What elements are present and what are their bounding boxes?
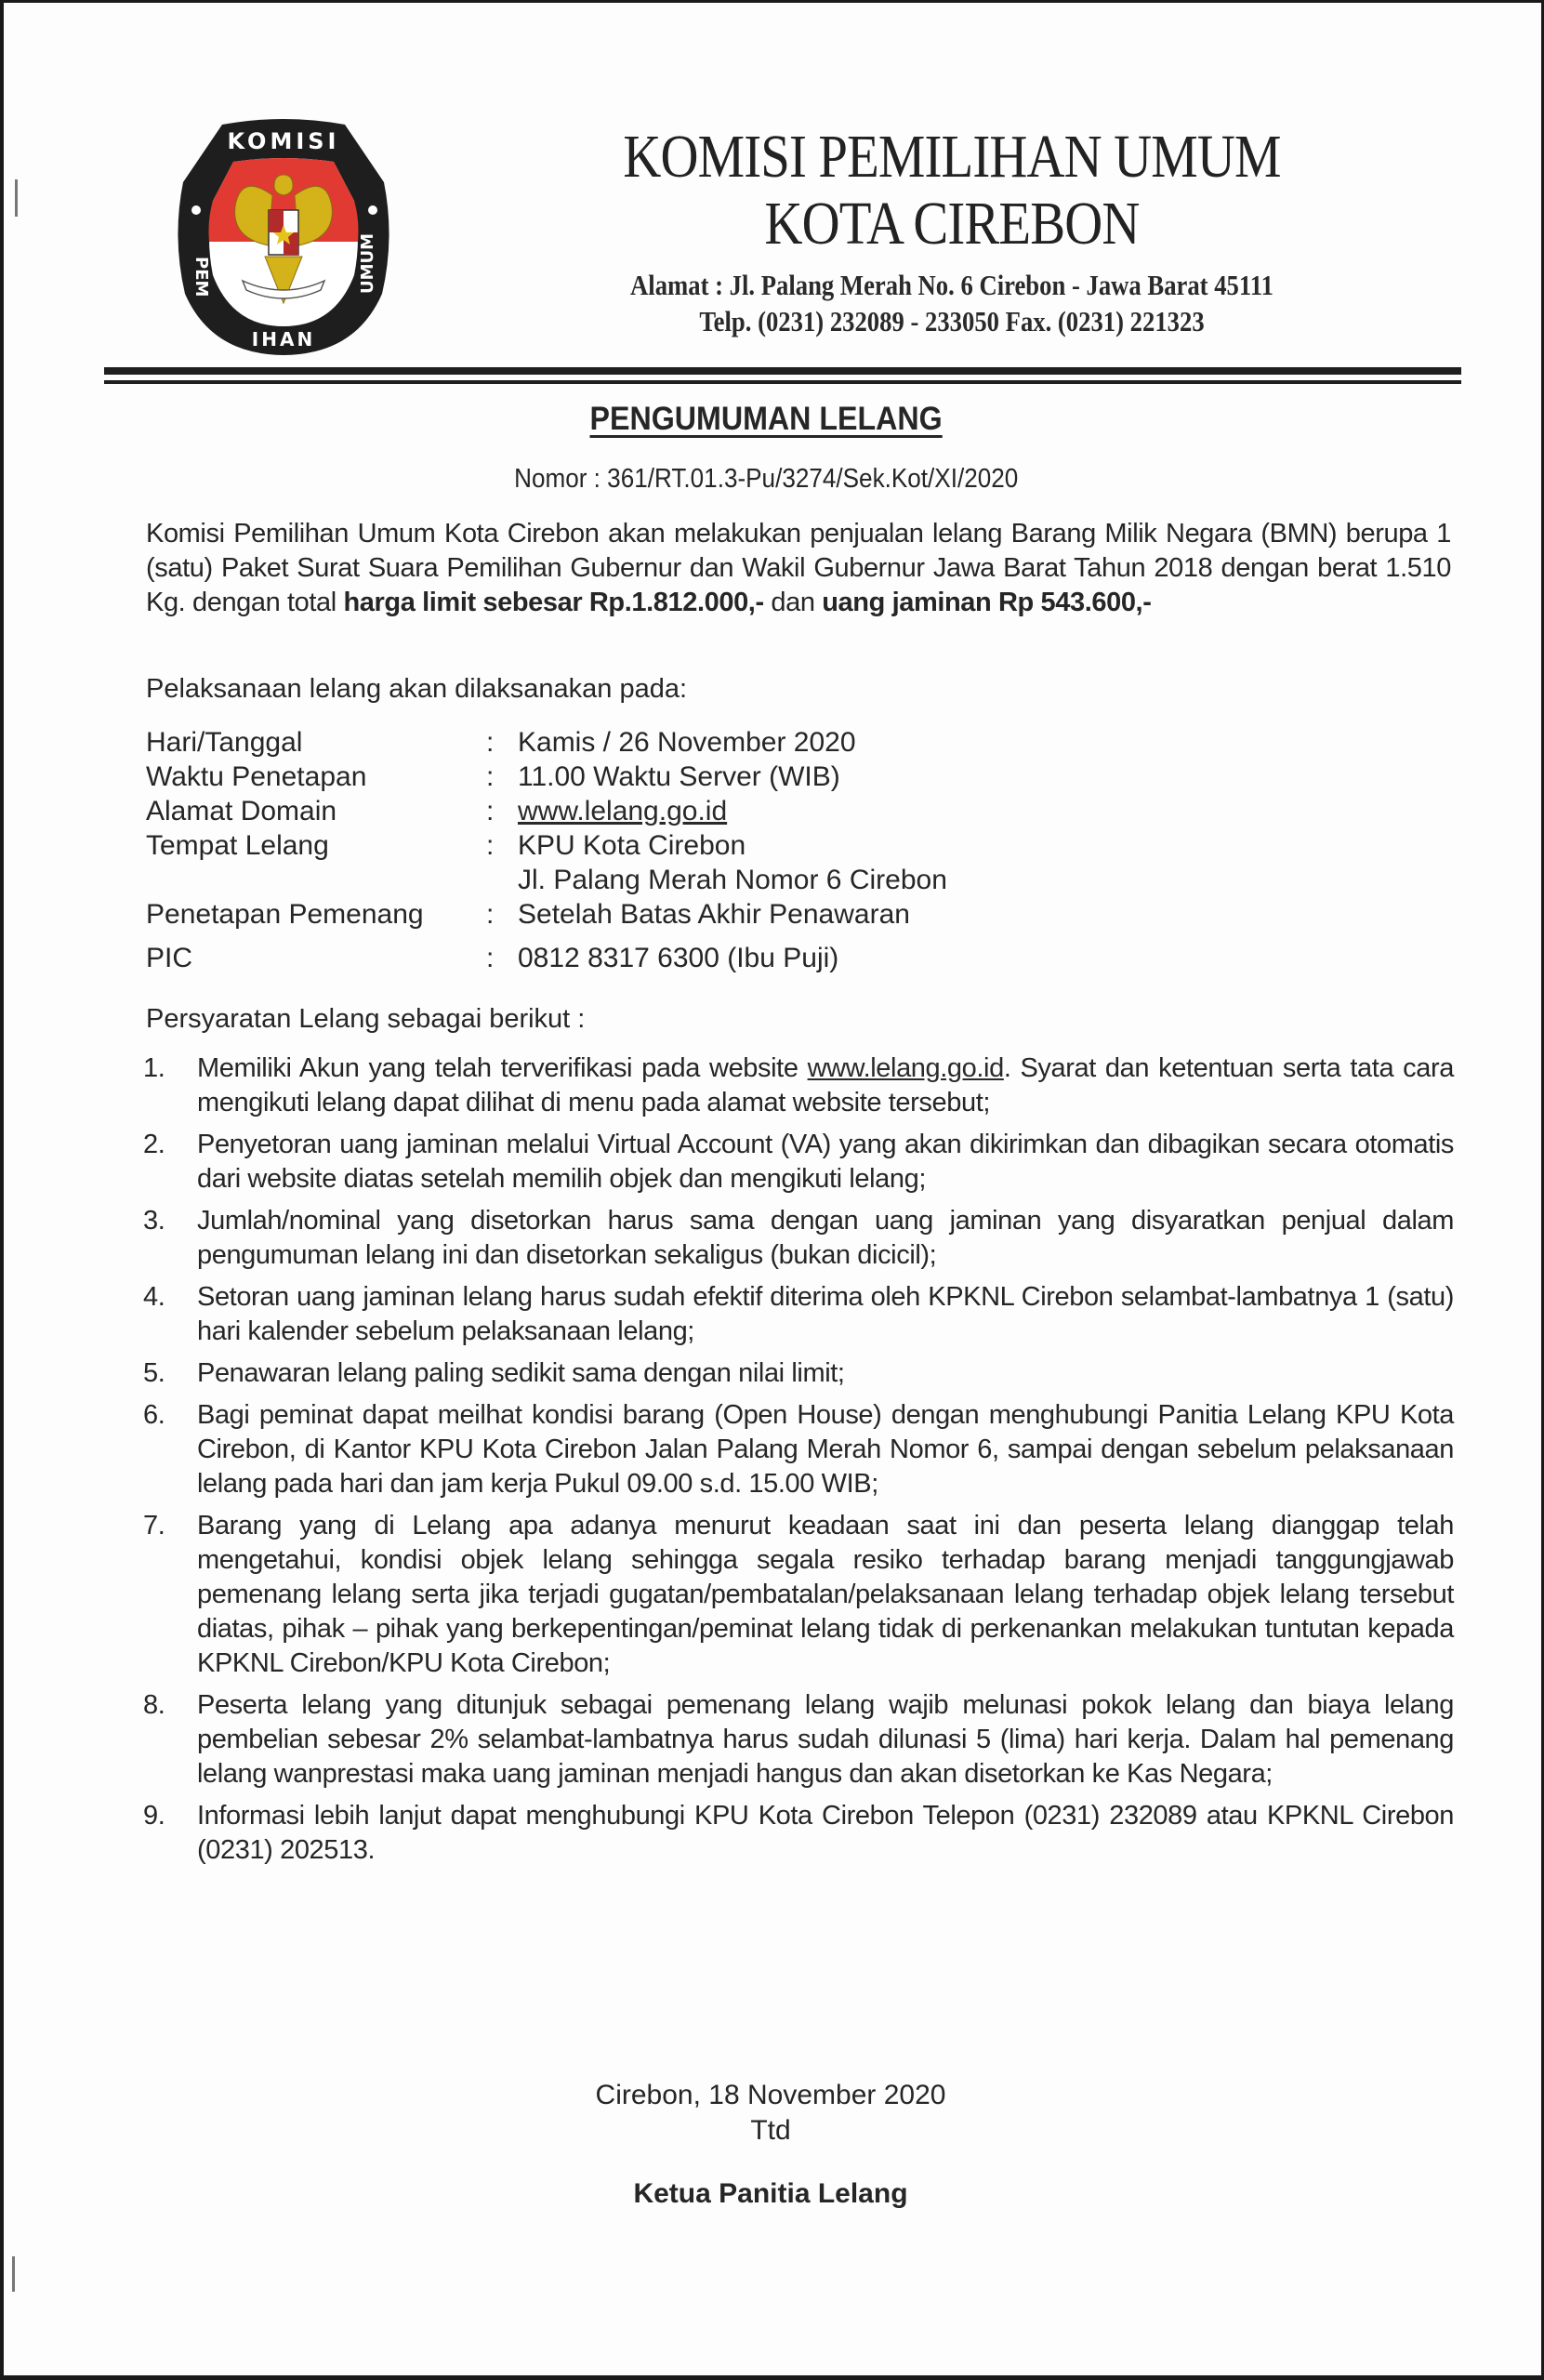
detail-row-domain	[146, 794, 1168, 828]
limit-price: harga limit sebesar Rp.1.812.000,-	[343, 588, 764, 617]
list-number: 8.	[143, 1690, 165, 1720]
detail-value-address: Jl. Palang Merah Nomor 6 Cirebon	[518, 865, 947, 895]
signature-block	[4, 2078, 1537, 2212]
detail-colon: :	[486, 830, 495, 861]
org-name-line1: KOMISI PEMILIHAN UMUM	[623, 123, 1281, 191]
document-number	[4, 464, 1528, 495]
detail-colon: :	[486, 899, 495, 930]
intro-text: Komisi Pemilihan Umum Kota Cirebon akan melakukan penjualan lelang Barang Milik Negara (BMN) berupa 1 (satu) Paket Surat Suara Pemilihan Gubernur dan Wakil Gubernur Jawa Barat Tahun 2018 dengan berat 1.510 Kg. dengan total	[146, 519, 1451, 617]
svg-text:PEM: PEM	[191, 257, 211, 298]
list-text: Bagi peminat dapat meilhat kondisi barang (Open House) dengan menghubungi Panitia Lelang KPU Kota Cirebon, di Kantor KPU Kota Cirebon Jalan Palang Merah Nomor 6, sampai dengan sebelum pelaksanaan lelang pada hari dan jam kerja Pukul 09.00 s.d. 15.00 WIB;	[197, 1400, 1454, 1499]
list-text: Peserta lelang yang ditunjuk sebagai pemenang lelang wajib melunasi pokok lelang dan biaya lelang pembelian sebesar 2% selambat-lambatnya harus sudah dilunasi 5 (lima) hari kerja. Dalam hal pemenang lelang wanprestasi maka uang jaminan menjadi hangus dan akan disetorkan ke Kas Negara;	[197, 1690, 1454, 1789]
org-address: Alamat : Jl. Palang Merah No. 6 Cirebon - Jawa Barat 45111	[630, 269, 1273, 301]
signature-place-date: Cirebon, 18 November 2020	[595, 2080, 946, 2110]
list-item	[143, 1280, 1454, 1349]
list-item	[143, 1051, 1454, 1120]
list-text: Setoran uang jaminan lelang harus sudah efektif diterima oleh KPKNL Cirebon selambat-lambatnya 1 (satu) hari kalender sebelum pelaksanaan lelang;	[197, 1282, 1454, 1346]
detail-value: 0812 8317 6300 (Ibu Puji)	[518, 943, 839, 973]
detail-label: Alamat Domain	[146, 796, 337, 826]
detail-label: Waktu Penetapan	[146, 761, 367, 792]
svg-text:KOMISI: KOMISI	[227, 128, 340, 154]
list-text	[197, 1051, 1454, 1120]
list-number: 2.	[143, 1130, 165, 1159]
scan-artifact-mark	[12, 2256, 15, 2292]
detail-row-time	[146, 760, 1168, 794]
list-number: 6.	[143, 1400, 165, 1430]
scan-artifact-mark	[15, 179, 18, 217]
list-item	[143, 1204, 1454, 1273]
org-name-line2: KOTA CIREBON	[764, 190, 1140, 258]
list-item	[143, 1688, 1454, 1792]
detail-label: Tempat Lelang	[146, 830, 329, 861]
website-link[interactable]: www.lelang.go.id	[807, 1053, 1004, 1083]
detail-row-place	[146, 828, 1168, 897]
document-number-text: Nomor : 361/RT.01.3-Pu/3274/Sek.Kot/XI/2020	[513, 464, 1019, 494]
list-item	[143, 1356, 1454, 1391]
detail-colon: :	[486, 943, 495, 973]
list-text: Barang yang di Lelang apa adanya menurut keadaan saat ini dan peserta lelang dianggap telah mengetahui, kondisi objek lelang sehingga segala resiko terhadap barang menjadi tanggungjawab pemenang lelang serta jika terjadi gugatan/pembatalan/pelaksanaan lelang terhadap objek lelang tersebut diatas, pihak – pihak yang berkepentingan/peminat lelang tidak di perkenankan melakukan tuntutan kepada KPKNL Cirebon/KPU Kota Cirebon;	[197, 1511, 1454, 1678]
requirements-list	[143, 1051, 1454, 1875]
list-number: 1.	[143, 1053, 165, 1083]
list-text-part: . Syarat dan ketentuan serta tata cara mengikuti lelang dapat dilihat di menu pada alamat website tersebut;	[197, 1053, 1454, 1117]
intro-paragraph	[146, 517, 1451, 620]
detail-colon: :	[486, 761, 495, 792]
list-item	[143, 1799, 1454, 1868]
detail-row-pic	[146, 941, 1168, 975]
domain-link[interactable]: www.lelang.go.id	[518, 796, 728, 826]
detail-label: Penetapan Pemenang	[146, 899, 424, 930]
auction-details	[146, 725, 1168, 975]
detail-row-date	[146, 725, 1168, 760]
detail-value: 11.00 Waktu Server (WIB)	[518, 761, 840, 792]
list-item	[143, 1128, 1454, 1197]
list-number: 3.	[143, 1206, 165, 1236]
letterhead-rule-thin	[104, 380, 1461, 384]
detail-label: Hari/Tanggal	[146, 727, 303, 758]
svg-text:IHAN: IHAN	[251, 328, 316, 350]
detail-row-winner	[146, 897, 1168, 932]
org-contact: Telp. (0231) 232089 - 233050 Fax. (0231) 221323	[699, 305, 1205, 337]
requirements-intro: Persyaratan Lelang sebagai berikut :	[146, 1004, 586, 1034]
list-text: Jumlah/nominal yang disetorkan harus sama dengan uang jaminan yang disyaratkan penjual dalam pengumuman lelang ini dan disetorkan sekaligus (bukan dicicil);	[197, 1206, 1454, 1270]
document-title-text: PENGUMUMAN LELANG	[589, 401, 943, 437]
list-number: 9.	[143, 1801, 165, 1831]
list-text-part: Memiliki Akun yang telah terverifikasi pada website	[197, 1053, 808, 1083]
document-page	[4, 3, 1541, 2375]
list-item	[143, 1398, 1454, 1501]
document-title	[4, 401, 1528, 438]
detail-label: PIC	[146, 943, 193, 973]
detail-colon: :	[486, 727, 495, 758]
detail-value: Kamis / 26 November 2020	[518, 727, 856, 758]
list-number: 5.	[143, 1358, 165, 1388]
intro-text: dan	[763, 588, 823, 617]
signature-position: Ketua Panitia Lelang	[633, 2178, 908, 2209]
letterhead-rule-thick	[104, 367, 1461, 375]
signature-ttd: Ttd	[750, 2115, 791, 2146]
kpu-logo-icon	[176, 117, 391, 357]
detail-value: Setelah Batas Akhir Penawaran	[518, 899, 910, 930]
deposit-amount: uang jaminan Rp 543.600,-	[822, 588, 1152, 617]
list-number: 4.	[143, 1282, 165, 1312]
list-text: Informasi lebih lanjut dapat menghubungi KPU Kota Cirebon Telepon (0231) 232089 atau KPKNL Cirebon (0231) 202513.	[197, 1801, 1454, 1865]
list-text: Penawaran lelang paling sedikit sama dengan nilai limit;	[197, 1358, 845, 1388]
detail-colon: :	[486, 796, 495, 826]
schedule-intro: Pelaksanaan lelang akan dilaksanakan pada:	[146, 674, 688, 704]
svg-text:UMUM: UMUM	[358, 232, 377, 294]
list-text: Penyetoran uang jaminan melalui Virtual Account (VA) yang akan dikirimkan dan dibagikan secara otomatis dari website diatas setelah memilih objek dan mengikuti lelang;	[197, 1130, 1454, 1194]
list-item	[143, 1509, 1454, 1681]
list-number: 7.	[143, 1511, 165, 1540]
detail-value: KPU Kota Cirebon	[518, 830, 746, 861]
